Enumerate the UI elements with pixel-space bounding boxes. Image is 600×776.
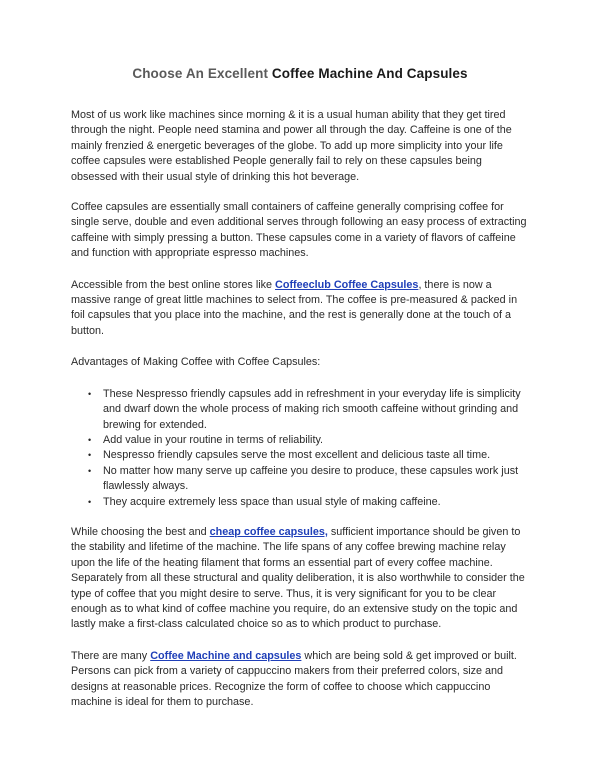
title-emphasis: Coffee Machine And Capsules xyxy=(271,66,468,81)
list-item-text: Nespresso friendly capsules serve the most excellent and delicious taste all time. xyxy=(103,449,491,462)
page-title xyxy=(0,66,600,81)
list-item-text: No matter how many serve up caffeine you desire to produce, these capsules work just flawlessly always. xyxy=(103,464,519,493)
advantages-heading: Advantages of Making Coffee with Coffee Capsules: xyxy=(71,356,321,369)
advantages-list xyxy=(71,387,529,510)
list-item-text: Add value in your routine in terms of reliability. xyxy=(103,433,324,446)
paragraph-capsules-definition: Coffee capsules are essentially small containers of caffeine generally comprising coffee for single serve, double and even additional serves through following an easy process of extracting caffeine with simply pressing a button. These capsules come in a variety of flavors of caffeine and function with appropriate espresso machines. xyxy=(71,201,527,260)
paragraph-machines-text-end: which are being sold & get improved or built. Persons can pick from a variety of cappuccino makers from their preferred colors, size and designs at reasonable prices. Recognize the form of coffee to choose which cappuccino machine is ideal for them to purchase. xyxy=(71,649,517,708)
paragraph-machines-text-start: There are many xyxy=(71,649,151,662)
paragraph-machines xyxy=(71,649,529,711)
list-item xyxy=(88,464,529,495)
list-item-text: They acquire extremely less space than usual style of making caffeine. xyxy=(103,495,441,508)
bullet-icon: • xyxy=(88,388,92,399)
paragraph-choosing-capsules xyxy=(71,525,529,633)
title-prefix: Choose An Excellent xyxy=(132,66,272,81)
list-item-text: These Nespresso friendly capsules add in refreshment in your everyday life is simplicity and dwarf down the whole process of making rich smooth caffeine without grinding and brewing for extended. xyxy=(103,387,521,431)
bullet-icon: • xyxy=(88,450,92,461)
list-item xyxy=(88,495,529,510)
coffee-machine-capsules-link[interactable]: Coffee Machine and capsules xyxy=(150,649,302,662)
bullet-icon: • xyxy=(88,465,92,476)
paragraph-online-stores-text-end: , there is now a massive range of great little machines to select from. The coffee is pre-measured & packed in foil capsules that you place into the machine, and the rest is generally done at the touch of a button. xyxy=(71,278,518,337)
cheap-coffee-capsules-link[interactable]: cheap coffee capsules, xyxy=(209,525,328,538)
paragraph-online-stores-text-start: Accessible from the best online stores like xyxy=(71,278,276,291)
list-item xyxy=(88,448,529,463)
paragraph-online-stores xyxy=(71,278,529,340)
list-item xyxy=(88,387,529,433)
paragraph-choosing-text-start: While choosing the best and xyxy=(71,525,210,538)
paragraph-intro: Most of us work like machines since morning & it is a usual human ability that they get tired through the night. People need stamina and power all through the day. Caffeine is one of the mainly frenzied & energetic beverages of the globe. To add up more simplicity into your life coffee capsules were established People generally fail to rely on these capsules being obsessed with their usual style of drinking this hot beverage. xyxy=(71,109,512,183)
bullet-icon: • xyxy=(88,496,92,507)
article-body xyxy=(71,108,529,726)
paragraph-choosing-text-end: sufficient importance should be given to the stability and lifetime of the machine. The life spans of any coffee brewing machine relay upon the life of the heating filament that forms an essential part of every coffee machine. Separately from all these structural and quality deliberation, it is also worthwhile to consider the type of coffee that you might desire to serve. Thus, it is very significant for you to be clear enough as to what kind of coffee machine you require, do an extensive study on the topic and lastly make a first-class calculated choice so as to which product to purchase. xyxy=(71,525,525,631)
coffeeclub-capsules-link[interactable]: Coffeeclub Coffee Capsules xyxy=(275,278,419,291)
list-item xyxy=(88,433,529,448)
bullet-icon: • xyxy=(88,434,92,445)
